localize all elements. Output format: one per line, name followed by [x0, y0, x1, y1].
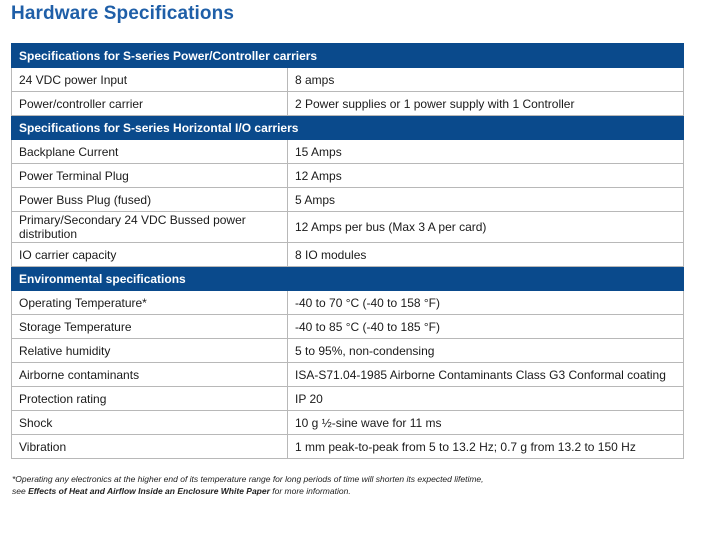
spec-label: Primary/Secondary 24 VDC Bussed power distribution [12, 212, 288, 243]
spec-label: Power Terminal Plug [12, 164, 288, 188]
spec-value: 8 IO modules [288, 243, 684, 267]
spec-label: Storage Temperature [12, 315, 288, 339]
table-row [12, 387, 684, 411]
spec-value: 2 Power supplies or 1 power supply with 1 Controller [288, 92, 684, 116]
footnote-line-1: *Operating any electronics at the higher end of its temperature range for long periods of time will shorten its expected lifetime, [12, 474, 484, 484]
spec-label: Protection rating [12, 387, 288, 411]
spec-value: 8 amps [288, 68, 684, 92]
section-header: Specifications for S-series Power/Controller carriers [12, 44, 684, 68]
spec-label: IO carrier capacity [12, 243, 288, 267]
footnote [12, 473, 484, 497]
footnote-see-text: see [12, 486, 29, 496]
spec-label: Shock [12, 411, 288, 435]
table-row [12, 411, 684, 435]
table-row [12, 363, 684, 387]
section-header: Environmental specifications [12, 267, 684, 291]
table-row [12, 212, 684, 243]
spec-label: Backplane Current [12, 140, 288, 164]
spec-label: Airborne contaminants [12, 363, 288, 387]
table-row [12, 188, 684, 212]
spec-value: 12 Amps per bus (Max 3 A per card) [288, 212, 684, 243]
table-row [12, 243, 684, 267]
section-header-row [12, 267, 684, 291]
spec-value: 15 Amps [288, 140, 684, 164]
spec-value: -40 to 70 °C (-40 to 158 °F) [288, 291, 684, 315]
table-row [12, 291, 684, 315]
section-header-row [12, 44, 684, 68]
footnote-line-2 [12, 485, 484, 497]
spec-value: IP 20 [288, 387, 684, 411]
spec-label: Relative humidity [12, 339, 288, 363]
table-row [12, 339, 684, 363]
table-row [12, 315, 684, 339]
spec-value: 5 to 95%, non-condensing [288, 339, 684, 363]
table-row [12, 140, 684, 164]
spec-label: 24 VDC power Input [12, 68, 288, 92]
table-row [12, 92, 684, 116]
spec-label: Vibration [12, 435, 288, 459]
spec-value: ISA-S71.04-1985 Airborne Contaminants Class G3 Conformal coating [288, 363, 684, 387]
spec-value: 12 Amps [288, 164, 684, 188]
footnote-suffix-text: for more information. [269, 486, 351, 496]
section-header: Specifications for S-series Horizontal I/O carriers [12, 116, 684, 140]
spec-label: Operating Temperature* [12, 291, 288, 315]
spec-value: -40 to 85 °C (-40 to 185 °F) [288, 315, 684, 339]
spec-value: 10 g ½-sine wave for 11 ms [288, 411, 684, 435]
page-title: Hardware Specifications [11, 3, 234, 24]
hardware-spec-table [11, 43, 684, 459]
spec-label: Power Buss Plug (fused) [12, 188, 288, 212]
spec-label: Power/controller carrier [12, 92, 288, 116]
spec-value: 5 Amps [288, 188, 684, 212]
table-row [12, 435, 684, 459]
table-row [12, 164, 684, 188]
spec-value: 1 mm peak-to-peak from 5 to 13.2 Hz; 0.7 g from 13.2 to 150 Hz [288, 435, 684, 459]
white-paper-reference: Effects of Heat and Airflow Inside an Enclosure White Paper [28, 486, 270, 496]
section-header-row [12, 116, 684, 140]
table-row [12, 68, 684, 92]
